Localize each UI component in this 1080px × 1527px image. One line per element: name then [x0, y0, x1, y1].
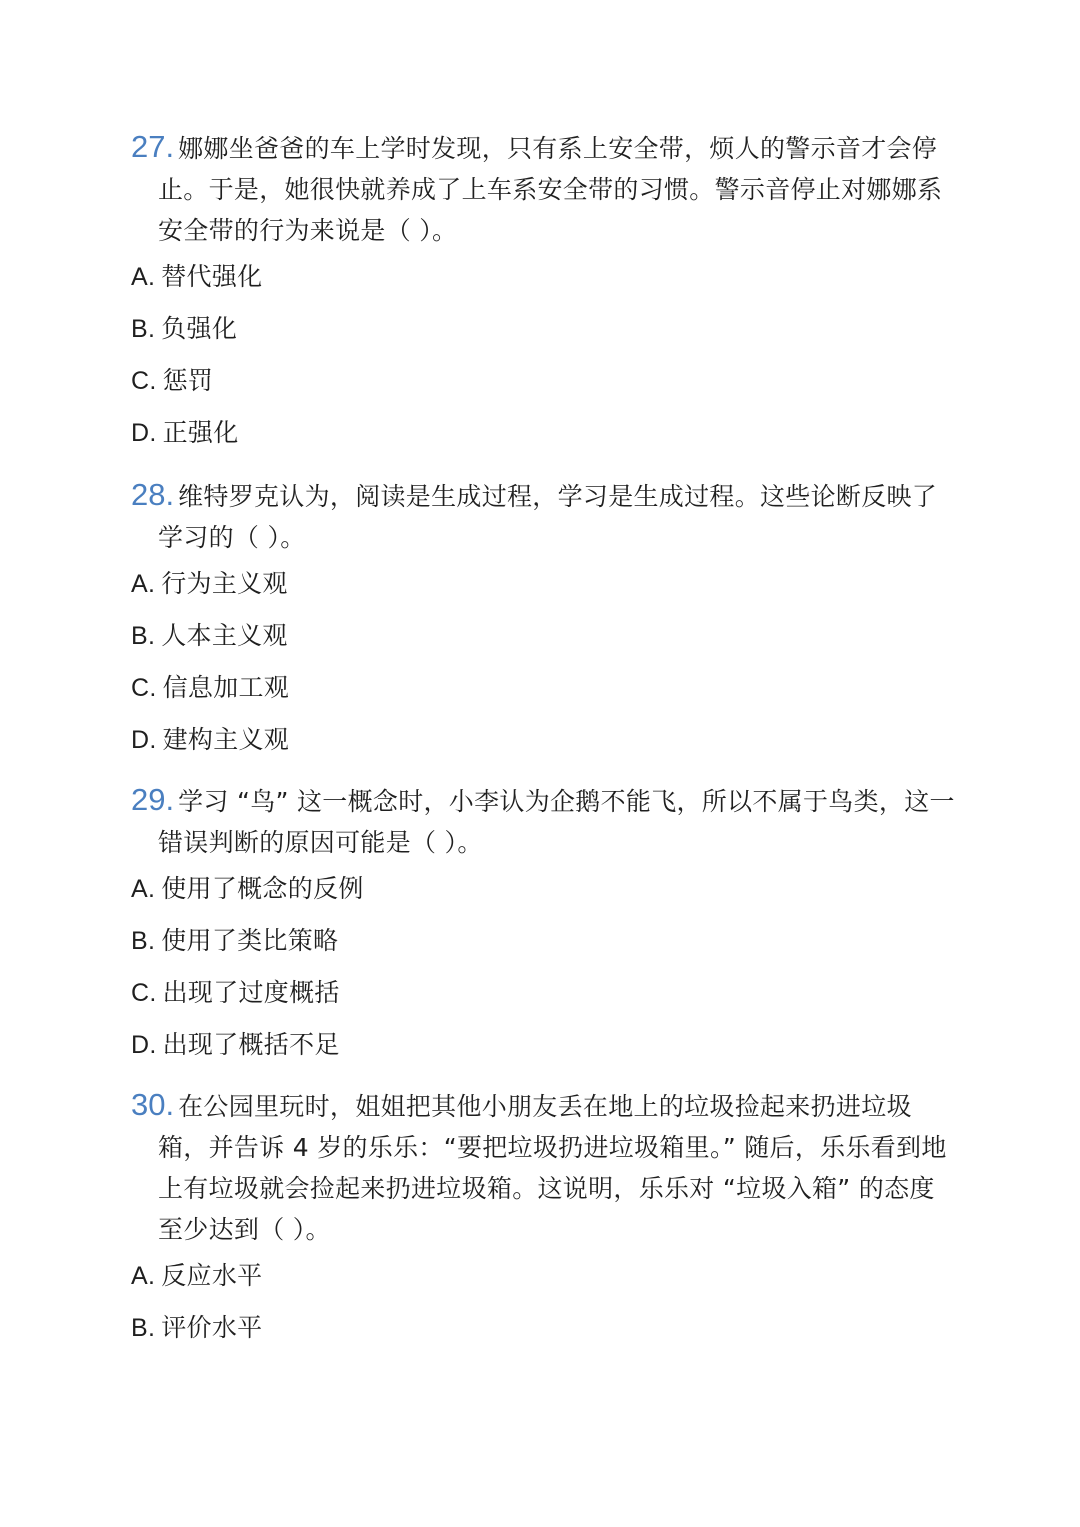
option-c[interactable]: [131, 366, 961, 396]
option-a[interactable]: [131, 262, 961, 292]
option-letter: D.: [131, 726, 157, 754]
question-stem-line: 上有垃圾就会捡起来扔进垃圾箱。这说明，乐乐对 “垃圾入箱” 的态度: [158, 1174, 935, 1203]
question-28: [131, 474, 961, 777]
option-text: 使用了类比策略: [161, 926, 339, 955]
option-text: 出现了概括不足: [162, 1030, 340, 1059]
option-d[interactable]: [131, 725, 961, 755]
question-number: 30.: [131, 1087, 175, 1122]
question-text: 维特罗克认为，阅读是生成过程，学习是生成过程。这些论断反映了: [178, 482, 938, 511]
option-letter: C.: [131, 367, 157, 395]
question-stem-line: 箱，并告诉 4 岁的乐乐：“要把垃圾扔进垃圾箱里。” 随后，乐乐看到地: [158, 1133, 947, 1162]
option-letter: C.: [131, 979, 157, 1007]
option-list: [131, 874, 961, 1060]
question-stem-line: [131, 779, 961, 822]
question-27: [131, 126, 961, 470]
option-a[interactable]: [131, 569, 961, 599]
question-number: 29.: [131, 782, 175, 817]
question-stem-line: 至少达到（ ）。: [158, 1215, 331, 1244]
question-29: [131, 779, 961, 1082]
option-text: 替代强化: [161, 262, 263, 291]
option-c[interactable]: [131, 673, 961, 703]
option-text: 惩罚: [162, 366, 214, 395]
option-list: [131, 1261, 961, 1343]
option-letter: D.: [131, 419, 157, 447]
option-d[interactable]: [131, 1030, 961, 1060]
question-30: [131, 1084, 961, 1365]
question-text: 在公园里玩时，姐姐把其他小朋友丢在地上的垃圾捡起来扔进垃圾: [178, 1092, 912, 1121]
question-stem-line: 安全带的行为来说是（ ）。: [158, 216, 458, 245]
option-list: [131, 569, 961, 755]
option-text: 反应水平: [161, 1261, 263, 1290]
option-b[interactable]: [131, 314, 961, 344]
option-a[interactable]: [131, 874, 961, 904]
option-letter: A.: [131, 875, 156, 903]
option-letter: C.: [131, 674, 157, 702]
question-stem-line: 止。于是，她很快就养成了上车系安全带的习惯。警示音停止对娜娜系: [158, 175, 943, 204]
option-b[interactable]: [131, 621, 961, 651]
question-number: 28.: [131, 477, 175, 512]
option-text: 使用了概念的反例: [161, 874, 364, 903]
option-letter: B.: [131, 315, 156, 343]
option-letter: B.: [131, 1314, 156, 1342]
question-text: 学习 “鸟” 这一概念时，小李认为企鹅不能飞，所以不属于鸟类，这一: [178, 787, 955, 816]
question-stem-line: 错误判断的原因可能是（ ）。: [158, 828, 483, 857]
option-text: 行为主义观: [161, 569, 288, 598]
question-stem-line: 学习的（ ）。: [158, 523, 306, 552]
option-text: 人本主义观: [161, 621, 288, 650]
question-stem-line: [131, 126, 961, 169]
option-text: 建构主义观: [162, 725, 290, 754]
option-text: 出现了过度概括: [162, 978, 340, 1007]
question-text: 娜娜坐爸爸的车上学时发现，只有系上安全带，烦人的警示音才会停: [178, 134, 938, 163]
option-text: 负强化: [161, 314, 238, 343]
option-letter: A.: [131, 570, 156, 598]
question-stem-line: [131, 1084, 961, 1127]
option-b[interactable]: [131, 1313, 961, 1343]
option-b[interactable]: [131, 926, 961, 956]
question-stem-line: [131, 474, 961, 517]
option-letter: A.: [131, 263, 156, 291]
option-letter: A.: [131, 1262, 156, 1290]
option-letter: D.: [131, 1031, 157, 1059]
option-letter: B.: [131, 927, 156, 955]
option-text: 信息加工观: [162, 673, 290, 702]
option-letter: B.: [131, 622, 156, 650]
option-a[interactable]: [131, 1261, 961, 1291]
option-list: [131, 262, 961, 448]
question-number: 27.: [131, 129, 175, 164]
option-text: 评价水平: [161, 1313, 263, 1342]
option-c[interactable]: [131, 978, 961, 1008]
option-d[interactable]: [131, 418, 961, 448]
option-text: 正强化: [162, 418, 239, 447]
